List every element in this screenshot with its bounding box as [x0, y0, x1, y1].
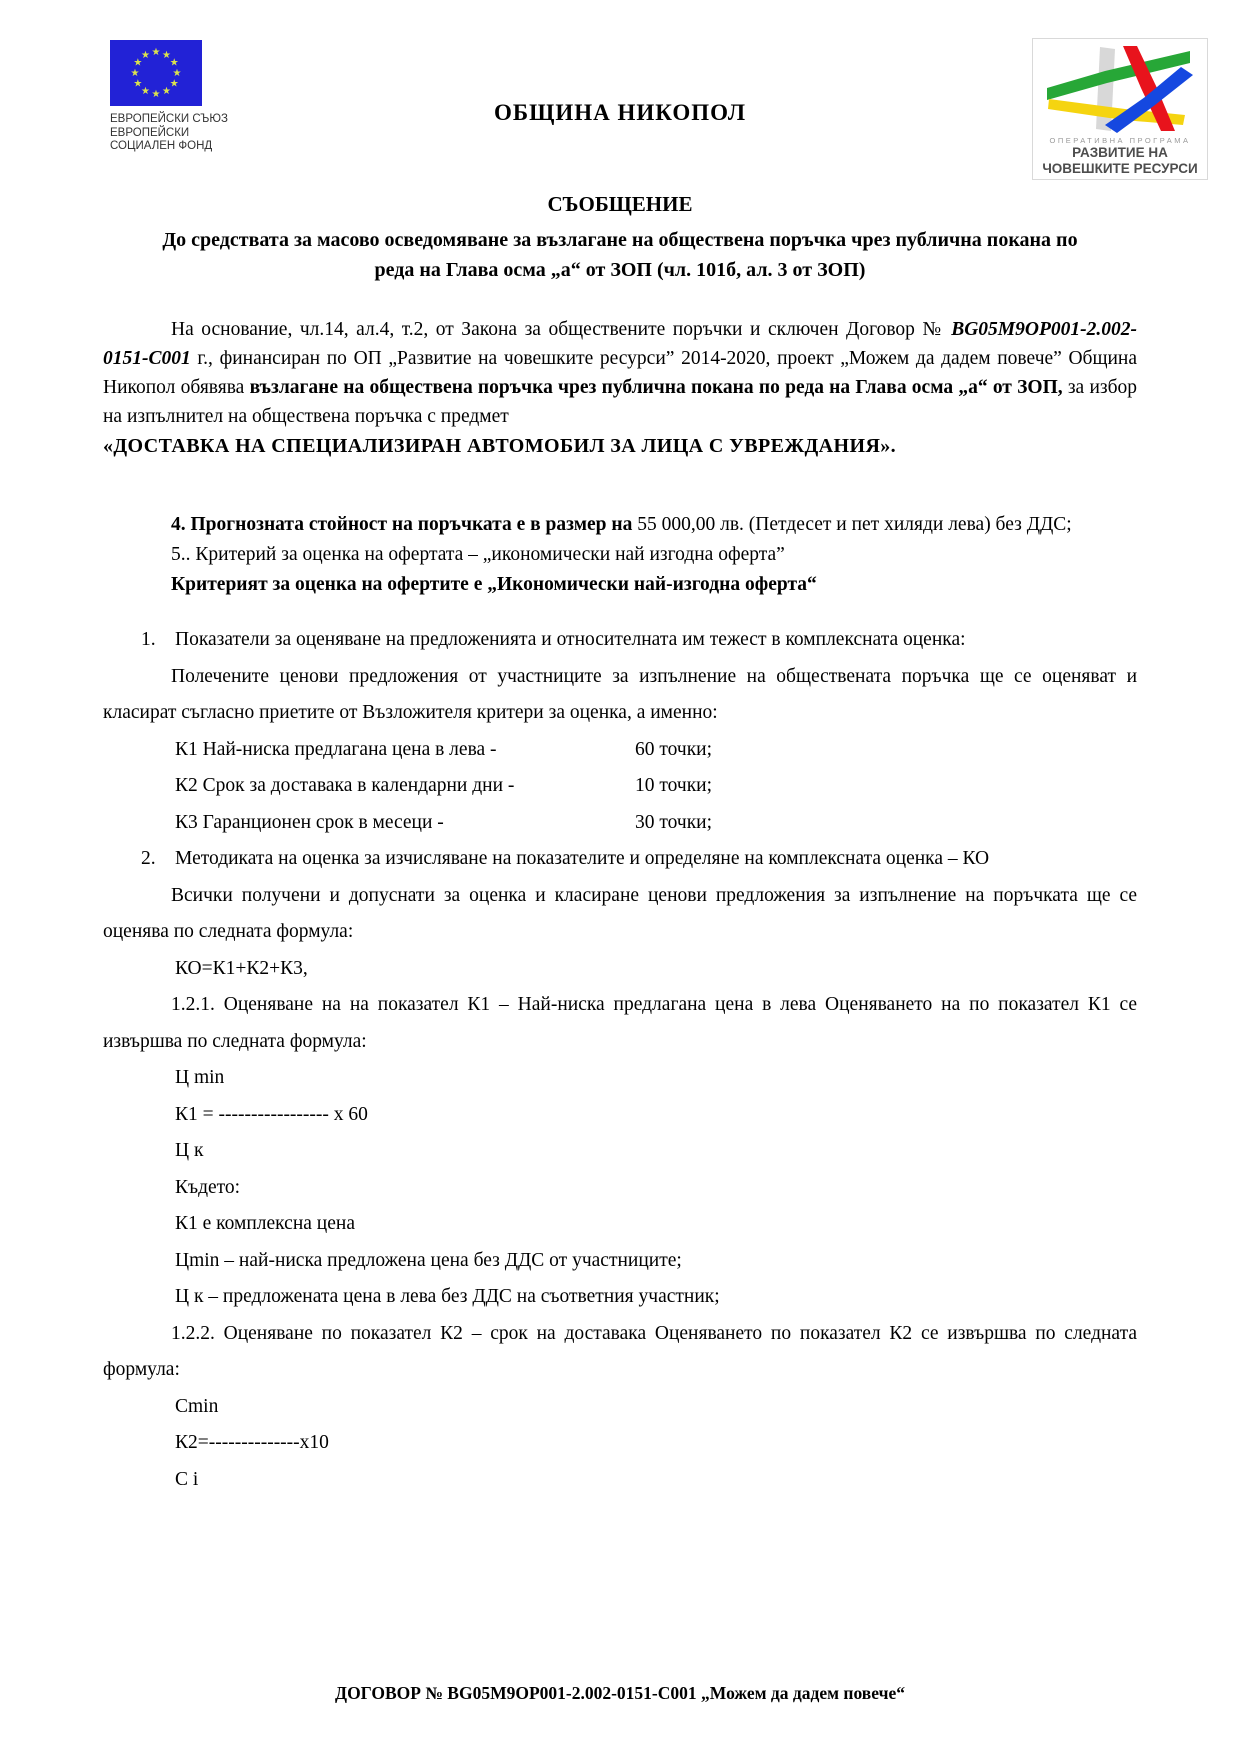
formula-ko: КО=К1+К2+К3,	[175, 957, 308, 979]
page-title: СЪОБЩЕНИЕ	[547, 192, 693, 216]
eu-logo	[110, 40, 250, 154]
definition-ck: Ц к – предложената цена в лева без ДДС на съответния участник;	[175, 1286, 720, 1307]
indicator-k3-points: 30 точки;	[635, 811, 713, 833]
intro-paragraph	[103, 315, 1137, 461]
svg-text:★: ★	[162, 49, 171, 61]
estimated-value-text: 55 000,00 лв. (Петдесет и пет хиляди лева) без ДДС;	[632, 514, 1072, 535]
svg-text:★: ★	[172, 68, 182, 79]
formula-k1-numerator: Ц min	[175, 1067, 225, 1088]
section-4	[103, 510, 1137, 540]
svg-text:★: ★	[133, 78, 143, 90]
paragraph-all-offers: Всички получени и допуснати за оценка и класиране ценови предложения за изпълнение на поръчката ще се оценява по следната формула:	[103, 884, 1137, 942]
svg-text:★: ★	[151, 89, 161, 100]
intro-text-1: На основание, чл.14, ал.4, т.2, от Закона за обществените поръчки и сключен Договор №	[171, 319, 952, 340]
intro-text-3: за избор на изпълнител на обществена поръчка с предмет	[103, 377, 1138, 427]
contract-number: BG05M9OP001-2.002-0151-C001	[103, 319, 1137, 369]
eu-logo-line1: ЕВРОПЕЙСКИ СЪЮЗ	[110, 113, 228, 125]
criteria-statement: Критерият за оценка на офертите е „Икономически най-изгодна оферта“	[171, 574, 817, 595]
formula-k2-numerator: Cmin	[175, 1395, 219, 1417]
op-logo-line2: РАЗВИТИЕ НА	[1072, 145, 1168, 160]
definition-k1: К1 е комплексна цена	[175, 1213, 355, 1234]
list-item-1	[103, 622, 1137, 659]
op-logo-line3: ЧОВЕШКИТЕ РЕСУРСИ	[1042, 161, 1198, 176]
eu-logo-line2: ЕВРОПЕЙСКИ	[110, 126, 190, 139]
formula-k1-denominator: Ц к	[175, 1140, 204, 1161]
evaluation-section	[103, 622, 1137, 1498]
svg-text:★: ★	[141, 86, 150, 98]
indicator-k1-points: 60 точки;	[635, 738, 713, 760]
indicator-row-k3	[103, 805, 1137, 842]
section-5: 5.. Критерий за оценка на офертата – „икономически най изгодна оферта”	[171, 544, 785, 565]
document-body	[103, 192, 1137, 1498]
formula-k2-line: К2=--------------х10	[175, 1432, 329, 1453]
indicator-row-k1	[103, 732, 1137, 769]
op-hrd-ribbons-icon	[1045, 43, 1195, 135]
municipality-title: ОБЩИНА НИКОПОЛ	[493, 100, 747, 125]
paragraph-1-2-2: 1.2.2. Оценяване по показател К2 – срок на доставака Оценяването по показател К2 се извършва по следната формула:	[103, 1322, 1137, 1380]
intro-text-bold: възлагане на обществена поръчка чрез публична покана по реда на Глава осма „а“ от ЗОП,	[249, 377, 1063, 398]
svg-text:★: ★	[169, 57, 179, 69]
document-subtitle: До средствата за масово осведомяване за възлагане на обществена поръчка чрез публична покана по реда на Глава осма „а“ от ЗОП (чл. 101б, ал. 3 от ЗОП)	[162, 229, 1078, 281]
indicator-k2-label: К2 Срок за доставака в календарни дни -	[175, 775, 515, 796]
where-label: Където:	[175, 1176, 241, 1198]
list-item-2-text: Методиката на оценка за изчисляване на показателите и определяне на комплексната оценка – КО	[175, 848, 990, 869]
list-item-2-number: 2.	[141, 848, 156, 869]
list-item-1-text: Показатели за оценяване на предложенията и относителната им тежест в комплексната оценка:	[175, 629, 966, 650]
indicator-k3-label: К3 Гаранционен срок в месеци -	[175, 811, 444, 833]
intro-text-2: г., финансиран по ОП „Развитие на човешките ресурси” 2014-2020, проект „Можем да дадем повече” Община Никопол обявява	[103, 348, 1137, 398]
svg-text:★: ★	[151, 47, 161, 58]
paragraph-1-2-1: 1.2.1. Оценяване на на показател К1 – Най-ниска предлагана цена в лева Оценяването на по показател К1 се извършва по следната формула:	[103, 994, 1137, 1052]
list-item-2	[103, 841, 1137, 878]
svg-text:★: ★	[130, 68, 140, 79]
formula-k1-line: К1 = ----------------- х 60	[175, 1103, 368, 1125]
procurement-subject: «ДОСТАВКА НА СПЕЦИАЛИЗИРАН АВТОМОБИЛ ЗА ЛИЦА С УВРЕЖДАНИЯ».	[103, 435, 897, 457]
eu-logo-line3: СОЦИАЛЕН ФОНД	[110, 140, 213, 152]
list-item-1-number: 1.	[141, 629, 156, 650]
svg-text:★: ★	[169, 78, 179, 90]
footer-contract-line: ДОГОВОР № BG05M9OP001-2.002-0151-C001 „Можем да дадем повече“	[335, 1683, 905, 1703]
definition-cmin: Цmin – най-ниска предложена цена без ДДС от участниците;	[175, 1249, 682, 1271]
estimated-value-label: 4. Прогнозната стойност на поръчката е в размер на	[171, 514, 633, 535]
indicator-row-k2	[103, 768, 1137, 805]
eu-flag-icon	[110, 40, 202, 106]
svg-text:★: ★	[133, 57, 143, 69]
op-logo-line1: ОПЕРАТИВНА ПРОГРАМА	[1049, 136, 1191, 145]
indicator-k1-label: К1 Най-ниска предлагана цена в лева -	[175, 738, 497, 760]
svg-text:★: ★	[141, 49, 150, 61]
paragraph-received-offers: Полечените ценови предложения от участниците за изпълнение на обществената поръчка ще се оценяват и класират съгласно приетите от Възложителя критери за оценка, а именно:	[103, 665, 1137, 723]
formula-k2-denominator: С i	[175, 1468, 199, 1490]
op-hrd-logo	[1032, 38, 1208, 180]
indicator-k2-points: 10 точки;	[635, 775, 713, 796]
svg-text:★: ★	[162, 86, 171, 98]
